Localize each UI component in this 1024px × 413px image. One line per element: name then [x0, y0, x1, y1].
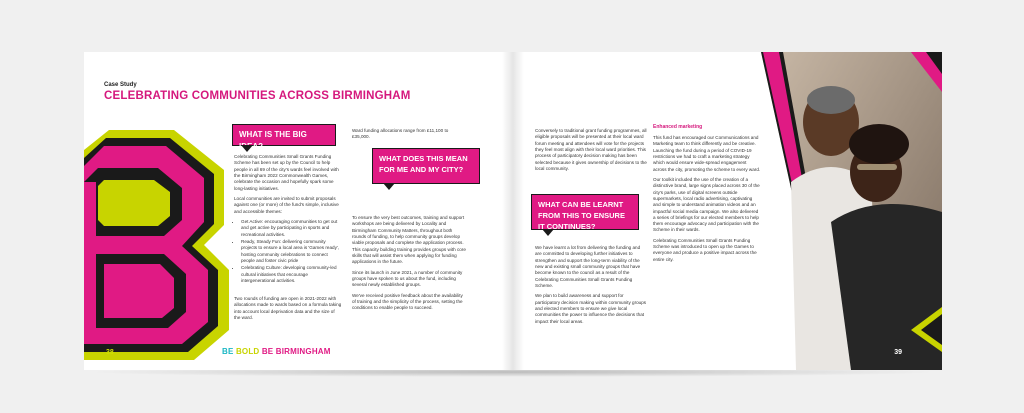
- be-bold-logo: [222, 347, 331, 356]
- marketing-paragraph-1: This fund has encouraged our Communications and Marketing team to think differently and be creative. Launching the fund during a period of COVID-19 restrictions we had to craft a marketing strategy which would ensure wide-spread engagement across the city, promoting the scheme to every ward.: [653, 134, 761, 172]
- funding-rounds-paragraph: Two rounds of funding are open in 2021-2022 with allocations made to wards based on a formula taking into account local deprivation data and the size of the ward.: [234, 296, 342, 320]
- page-title: CELEBRATING COMMUNITIES ACROSS BIRMINGHAM: [104, 90, 411, 102]
- big-letter-b-graphic: [84, 130, 234, 360]
- photo-two-people-smiling: [761, 52, 942, 370]
- column-learnt: [535, 245, 647, 329]
- learnt-paragraph: We have learnt a lot from delivering the funding and are committed to developing further initiatives to strengthen and support the long-term viability of the new and existing small community groups that have become known to the council as a result of the Celebrating Communities Small Grants Funding Scheme.: [535, 245, 641, 288]
- participatory-paragraph: Conversely to traditional grant funding programmes, all eligible proposals will be presented at their local ward forum meeting and attendees will vote for the projects they feel most align with their local ward priorities. This process of participatory decision making has been selected because it gives ownership of decisions to the local community.: [535, 128, 647, 171]
- right-page: [513, 52, 942, 370]
- launch-paragraph: Since its launch in June 2021, a number of community groups have spoken to us about the fund, including several newly established groups.: [352, 269, 463, 288]
- logo-word-bold: BOLD: [235, 347, 262, 356]
- enhanced-marketing-heading: Enhanced marketing: [653, 124, 703, 130]
- column-big-idea: [234, 154, 342, 288]
- booklet-spread: [84, 52, 942, 370]
- page-number-left: 38: [106, 349, 114, 356]
- list-item: • Ready, Steady Fun: delivering community projects to ensure a local area is 'Games ready', hosting community celebrations to connect people and foster civic pride: [241, 239, 342, 264]
- marketing-paragraph-2: Our toolkit included the use of the creation of a distinctive brand, large signs placed across 30 of the city's parks, use of digital screens outside supermarkets, local radio advertising, captivating and simple to understand animation videos and an impactful social media campaign. We also delivered a series of briefings for our elected members to help them encourage advocacy and participation with the Scheme in their wards.: [653, 176, 760, 233]
- list-item: • Celebrating Culture: developing community-led cultural initiatives that encourage intergenerational activities.: [241, 265, 342, 284]
- column-marketing: [653, 124, 761, 267]
- themes-list: [241, 219, 342, 284]
- training-paragraph: To ensure the very best outcomes, training and support workshops are being delivered by Locality and Birmingham Community Matters, throughout both rounds of funding, to help community groups develop viable proposals and complete the application process. This capacity building training provides groups with core skills that will assist them when applying for funding applications in the future.: [352, 215, 466, 265]
- themes-intro: Local communities are invited to submit proposals against one (or more) of the fund's simple, inclusive and accessible themes:: [234, 195, 339, 214]
- callout-big-idea: WHAT IS THE BIG IDEA?: [232, 124, 336, 146]
- column-meaning: [352, 215, 466, 316]
- case-study-label: Case Study: [104, 82, 137, 88]
- marketing-paragraph-3: Celebrating Communities Small Grants Funding Scheme was introduced to open up the Games to everyone and produce a positive impact across the entire city.: [653, 237, 757, 262]
- left-page: [84, 52, 513, 370]
- feedback-paragraph: We've received positive feedback about the availability of training and the simplicity of the process, setting the conditions to enable people to succeed.: [352, 292, 463, 311]
- page-number-right: 39: [894, 349, 902, 356]
- page-gutter: [502, 52, 524, 370]
- callout-what-does-this-mean: WHAT DOES THIS MEAN FOR ME AND MY CITY?: [372, 148, 480, 184]
- logo-word-birmingham: BE BIRMINGHAM: [261, 347, 331, 356]
- callout-what-can-be-learnt: WHAT CAN BE LEARNT FROM THIS TO ENSURE IT CONTINUES?: [531, 194, 639, 230]
- logo-word-be: BE: [222, 347, 236, 356]
- list-item: • Get Active: encouraging communities to get out and get active by participating in sports and recreational activities.: [241, 219, 342, 238]
- plan-paragraph: We plan to build awareness and support for participatory decision making within community groups and elected members to ensure we give local communities the power to influence the decisions that impact their local areas.: [535, 293, 647, 324]
- big-idea-paragraph: Celebrating Communities Small Grants Funding Scheme has been set up by the Council to help people in all 69 of the city's wards feel involved with the Birmingham 2022 Commonwealth Games, celebrate the occasion and hopefully spark some long-lasting initiatives.: [234, 154, 339, 191]
- funding-range-paragraph: Ward funding allocations range from £11,100 to £35,000.: [352, 128, 449, 140]
